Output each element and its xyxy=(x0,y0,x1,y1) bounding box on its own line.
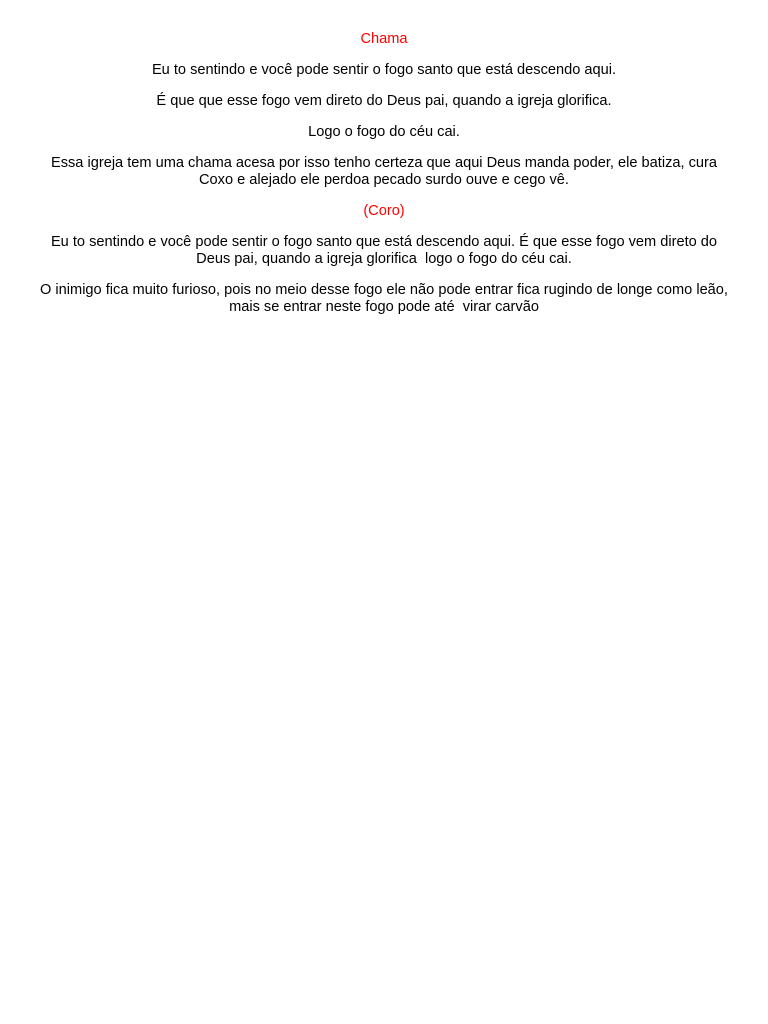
lyrics-body xyxy=(34,31,734,330)
verse-paragraph-4: Essa igreja tem uma chama acesa por isso tenho certeza que aqui Deus manda poder, ele batiza, cura Coxo e alejado ele perdoa pecado surdo ouve e cego vê. xyxy=(50,155,722,188)
verse-paragraph-3: Logo o fogo do céu cai. xyxy=(308,124,460,140)
verse-paragraph-1: Eu to sentindo e você pode sentir o fogo santo que está descendo aqui. xyxy=(151,62,617,78)
verse-paragraph-2: É que que esse fogo vem direto do Deus pai, quando a igreja glorifica. xyxy=(156,93,612,109)
chorus-label: (Coro) xyxy=(363,203,405,219)
verse-paragraph-5: O inimigo fica muito furioso, pois no meio desse fogo ele não pode entrar fica rugindo de longe como leão, mais se entrar neste fogo pode até virar carvão xyxy=(40,282,733,315)
song-title: Chama xyxy=(360,31,408,47)
chorus-paragraph: Eu to sentindo e você pode sentir o fogo santo que está descendo aqui. É que esse fogo vem direto do Deus pai, quando a igreja glorifica logo o fogo do céu cai. xyxy=(50,234,722,267)
